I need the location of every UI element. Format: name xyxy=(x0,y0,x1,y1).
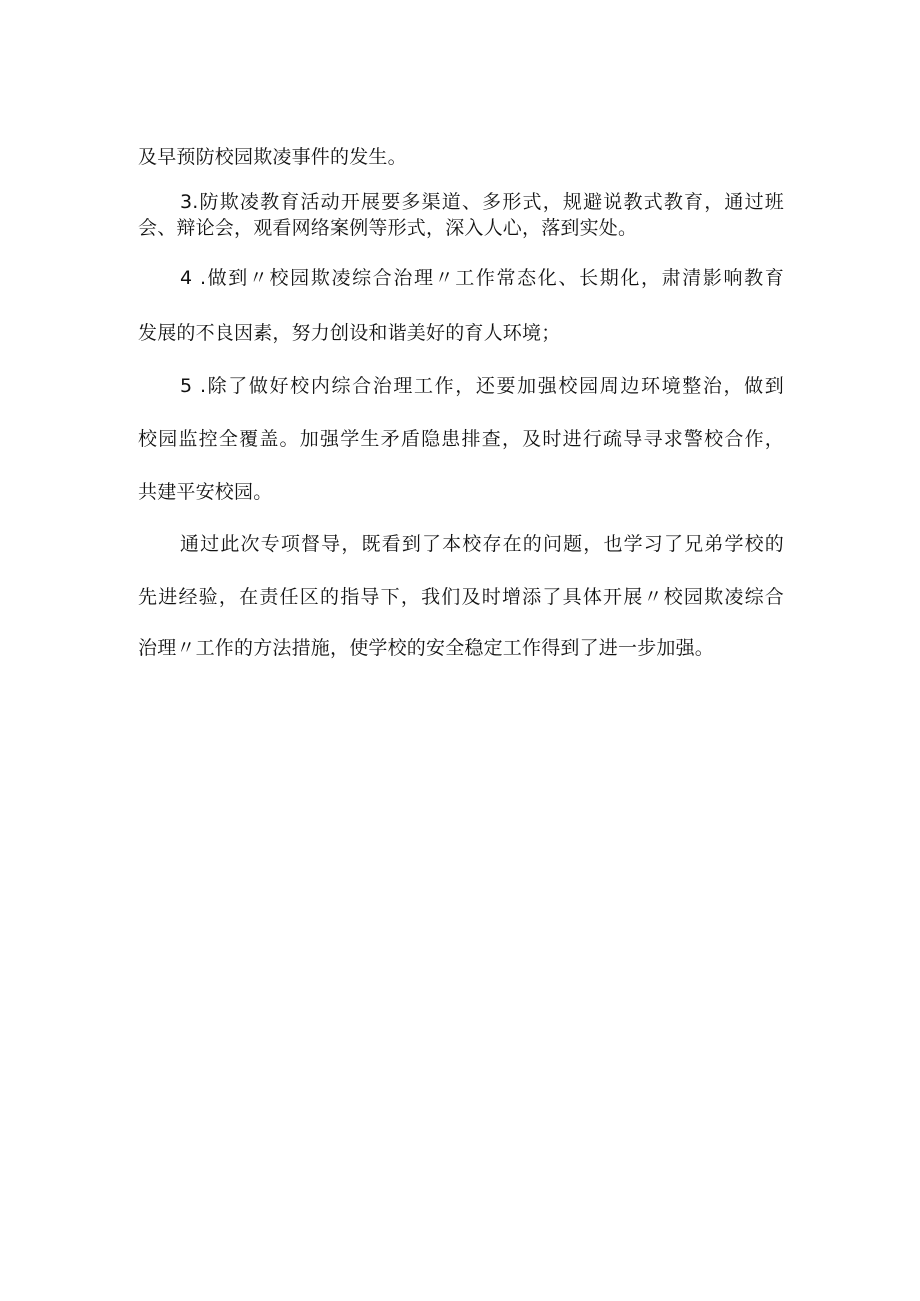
text-line: 发展的不良因素，努力创设和谐美好的育人环境； xyxy=(138,322,561,344)
text-line: 会、辩论会，观看网络案例等形式，深入人心，落到实处。 xyxy=(138,217,638,239)
text-line: 5 .除了做好校内综合治理工作，还要加强校园周边环境整治，做到 xyxy=(180,375,784,397)
text-line: 4 .做到〃校园欺凌综合治理〃工作常态化、长期化，肃清影响教育 xyxy=(180,267,784,289)
text-line: 3.防欺凌教育活动开展要多渠道、多形式，规避说教式教育，通过班 xyxy=(180,191,784,213)
text-line: 通过此次专项督导，既看到了本校存在的问题，也学习了兄弟学校的 xyxy=(180,533,784,555)
text-line: 先进经验，在责任区的指导下，我们及时增添了具体开展〃校园欺凌综合 xyxy=(138,586,784,608)
text-line: 治理〃工作的方法措施，使学校的安全稳定工作得到了进一步加强。 xyxy=(138,637,715,659)
text-line: 及早预防校园欺凌事件的发生。 xyxy=(138,146,407,168)
text-line: 共建平安校园。 xyxy=(138,481,273,503)
text-line: 校园监控全覆盖。加强学生矛盾隐患排查，及时进行疏导寻求警校合作， xyxy=(138,428,784,450)
